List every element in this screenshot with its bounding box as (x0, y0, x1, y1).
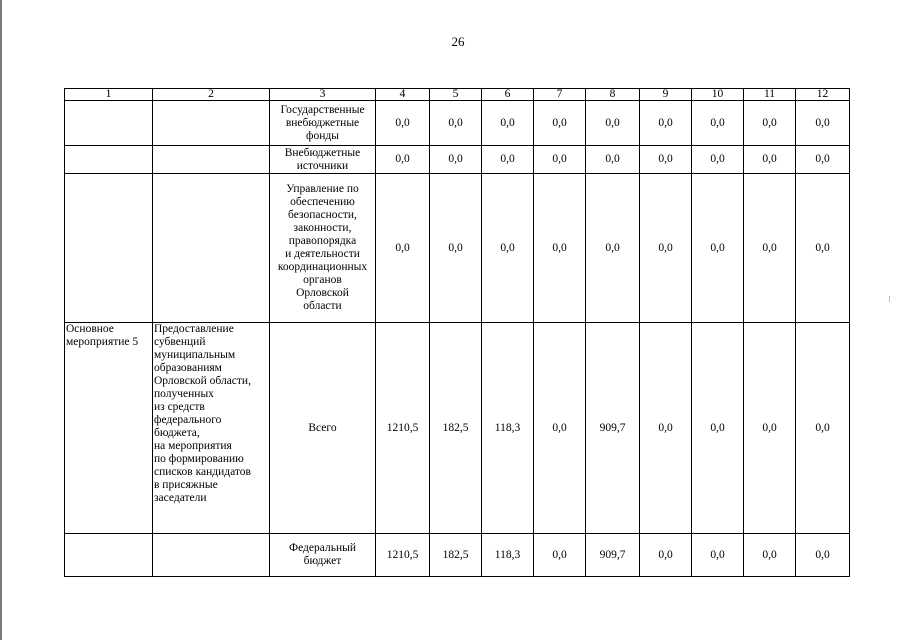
description-cell (153, 534, 270, 577)
description-cell-line: на мероприятия (154, 440, 232, 452)
value-cell: 0,0 (482, 174, 534, 323)
value-cell: 909,7 (586, 534, 640, 577)
activity-cell (65, 101, 153, 146)
value-cell: 0,0 (586, 101, 640, 146)
table-row (65, 174, 850, 323)
value-cell: 0,0 (744, 146, 796, 174)
funding-source-cell-line: Внебюджетные (284, 146, 361, 159)
description-cell-line: в присяжные (154, 479, 218, 491)
description-cell-line: списков кандидатов (154, 466, 251, 478)
funding-source-cell-line: Федеральный (289, 542, 356, 554)
value-cell: 0,0 (692, 101, 744, 146)
funding-source-cell-line: Всего (308, 421, 337, 434)
value-cell: 0,0 (692, 534, 744, 577)
value-cell: 0,0 (534, 174, 586, 323)
value-cell: 0,0 (692, 174, 744, 323)
header-cell: 7 (534, 89, 586, 101)
activity-cell (65, 323, 153, 534)
funding-source-cell-line: законности, (293, 222, 352, 234)
value-cell: 0,0 (744, 101, 796, 146)
description-cell-line: по формированию (154, 453, 244, 465)
value-cell: 0,0 (482, 146, 534, 174)
value-cell: 0,0 (376, 146, 430, 174)
funding-source-cell-line: Управление по (286, 183, 359, 195)
activity-cell-line: Основное (66, 323, 114, 335)
value-cell: 182,5 (430, 323, 482, 534)
value-cell: 0,0 (534, 146, 586, 174)
value-cell: 182,5 (430, 534, 482, 577)
value-cell: 0,0 (744, 534, 796, 577)
funding-source-cell (270, 534, 376, 577)
value-cell: 0,0 (430, 101, 482, 146)
activity-cell (65, 146, 153, 174)
value-cell: 0,0 (744, 323, 796, 534)
funding-source-cell-line: координационных (277, 261, 368, 273)
header-cell: 3 (270, 89, 376, 101)
budget-table (64, 88, 850, 577)
scan-edge (0, 0, 2, 640)
funding-source-cell-line: области (303, 300, 342, 312)
value-cell: 0,0 (692, 323, 744, 534)
funding-source-cell-line: безопасности, (288, 209, 357, 221)
header-cell: 12 (796, 89, 850, 101)
value-cell: 0,0 (796, 323, 850, 534)
value-cell: 0,0 (796, 534, 850, 577)
value-cell: 0,0 (376, 174, 430, 323)
description-cell-line: заседатели (154, 492, 207, 504)
value-cell: 0,0 (640, 146, 692, 174)
funding-source-cell-line: обеспечению (290, 196, 355, 208)
value-cell: 0,0 (534, 323, 586, 534)
value-cell: 1210,5 (376, 534, 430, 577)
value-cell: 0,0 (586, 174, 640, 323)
value-cell: 0,0 (482, 101, 534, 146)
header-cell: 5 (430, 89, 482, 101)
value-cell: 1210,5 (376, 323, 430, 534)
description-cell-line: Предоставление (154, 323, 234, 335)
description-cell-line: федерального (154, 414, 222, 426)
description-cell-line: образованиям (154, 362, 222, 374)
activity-cell (65, 534, 153, 577)
funding-source-cell (270, 146, 376, 174)
value-cell: 0,0 (376, 101, 430, 146)
scan-mark (889, 296, 890, 302)
description-cell (153, 323, 270, 534)
value-cell: 0,0 (796, 174, 850, 323)
value-cell: 0,0 (534, 534, 586, 577)
activity-cell (65, 174, 153, 323)
description-cell (153, 101, 270, 146)
value-cell: 909,7 (586, 323, 640, 534)
value-cell: 118,3 (482, 323, 534, 534)
header-cell: 2 (153, 89, 270, 101)
funding-source-cell-line: Орловской (296, 287, 349, 299)
description-cell (153, 174, 270, 323)
funding-source-cell-line: правопорядка (288, 235, 357, 247)
header-cell: 9 (640, 89, 692, 101)
value-cell: 0,0 (640, 534, 692, 577)
value-cell: 0,0 (640, 323, 692, 534)
header-cell: 6 (482, 89, 534, 101)
table-row (65, 534, 850, 577)
description-cell-line: Орловской области, (154, 375, 251, 387)
header-cell: 8 (586, 89, 640, 101)
description-cell (153, 146, 270, 174)
header-cell: 1 (65, 89, 153, 101)
funding-source-cell-line: бюджет (303, 555, 342, 567)
table-row (65, 146, 850, 174)
header-cell: 4 (376, 89, 430, 101)
description-cell-line: субвенций (154, 336, 206, 348)
funding-source-cell-line: фонды (306, 129, 339, 142)
funding-source-cell-line: органов (303, 274, 342, 286)
description-cell-line: полученных (154, 388, 214, 400)
funding-source-cell-line: Государственные (280, 103, 365, 116)
header-cell: 11 (744, 89, 796, 101)
value-cell: 0,0 (744, 174, 796, 323)
header-cell: 10 (692, 89, 744, 101)
table-row (65, 323, 850, 534)
value-cell: 0,0 (640, 174, 692, 323)
description-cell-line: муниципальным (154, 349, 236, 361)
funding-source-cell (270, 101, 376, 146)
value-cell: 0,0 (430, 146, 482, 174)
funding-source-cell (270, 323, 376, 534)
description-cell-line: бюджета, (154, 427, 200, 439)
activity-cell-line: мероприятие 5 (66, 336, 139, 348)
value-cell: 0,0 (796, 146, 850, 174)
funding-source-cell-line: внебюджетные (285, 116, 360, 129)
table-row (65, 101, 850, 146)
page-number: 26 (451, 34, 465, 49)
value-cell: 0,0 (534, 101, 586, 146)
value-cell: 0,0 (692, 146, 744, 174)
value-cell: 0,0 (640, 101, 692, 146)
header-row (65, 89, 850, 101)
value-cell: 0,0 (586, 146, 640, 174)
value-cell: 0,0 (430, 174, 482, 323)
description-cell-line: из средств (154, 401, 205, 413)
funding-source-cell (270, 174, 376, 323)
funding-source-cell-line: источники (296, 159, 349, 172)
funding-source-cell-line: и деятельности (285, 248, 360, 260)
value-cell: 118,3 (482, 534, 534, 577)
value-cell: 0,0 (796, 101, 850, 146)
